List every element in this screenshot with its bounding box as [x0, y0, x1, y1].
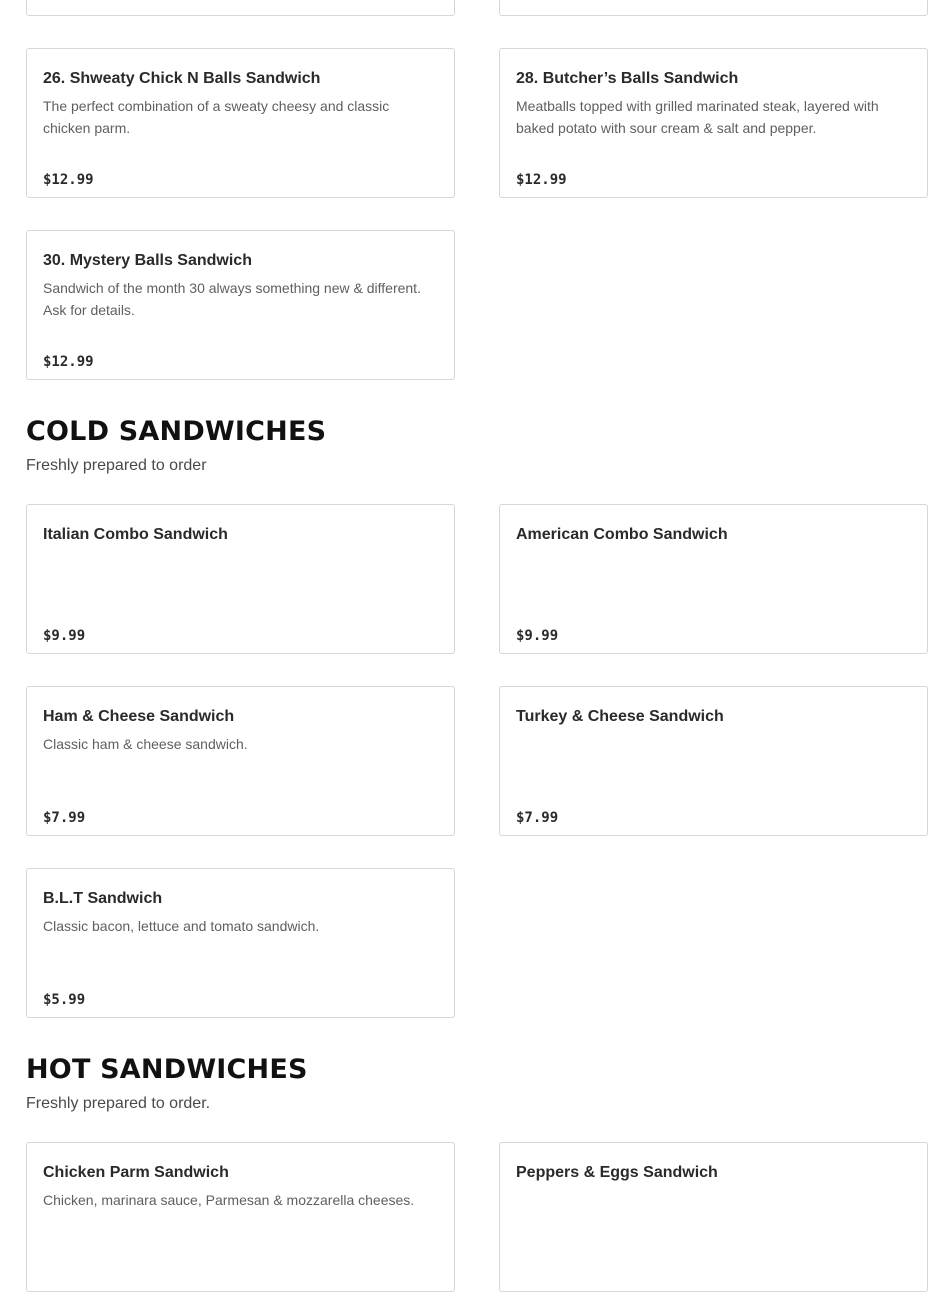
- menu-item-card[interactable]: [26, 230, 455, 380]
- menu-item-name: Italian Combo Sandwich: [43, 526, 228, 543]
- menu-item-name: 28. Butcher’s Balls Sandwich: [516, 70, 739, 87]
- menu-item-card[interactable]: [499, 686, 928, 836]
- menu-item-description: Chicken, marinara sauce, Parmesan & mozzarella cheeses.: [43, 1192, 415, 1208]
- menu-item-price: $7.99: [43, 810, 86, 826]
- menu-item-name: Peppers & Eggs Sandwich: [516, 1164, 718, 1181]
- section-cold-sandwiches: [26, 416, 928, 1018]
- menu-page: [26, 0, 928, 1292]
- section-hot-sandwiches: [26, 1054, 928, 1292]
- menu-item-price: $12.99: [516, 172, 567, 188]
- menu-item-description: The perfect combination of a sweaty cheesy and classic chicken parm.: [43, 98, 390, 136]
- section-title: HOT SANDWICHES: [26, 1054, 308, 1085]
- menu-item-price: $5.99: [43, 992, 86, 1008]
- section-subtitle: Freshly prepared to order: [26, 457, 207, 474]
- menu-item-card[interactable]: [26, 868, 455, 1018]
- menu-item-name: American Combo Sandwich: [516, 526, 728, 543]
- menu-item-price: $7.99: [516, 810, 559, 826]
- menu-item-price: $9.99: [516, 628, 559, 644]
- menu-item-card[interactable]: [26, 504, 455, 654]
- menu-item-name: 30. Mystery Balls Sandwich: [43, 252, 252, 269]
- menu-item-name: Chicken Parm Sandwich: [43, 1164, 229, 1181]
- menu-item-card[interactable]: [26, 1142, 455, 1292]
- menu-items-grid-balls: [26, 0, 928, 380]
- menu-item-price: $12.99: [43, 354, 94, 370]
- menu-item-name: 26. Shweaty Chick N Balls Sandwich: [43, 70, 321, 87]
- menu-item-name: B.L.T Sandwich: [43, 890, 163, 907]
- section-subtitle: Freshly prepared to order.: [26, 1095, 211, 1112]
- menu-item-card[interactable]: [499, 48, 928, 198]
- menu-item-name: Ham & Cheese Sandwich: [43, 708, 235, 725]
- section-title: COLD SANDWICHES: [26, 416, 327, 447]
- menu-item-description: Classic ham & cheese sandwich.: [43, 736, 248, 752]
- menu-item-card[interactable]: [26, 686, 455, 836]
- menu-item-description: Meatballs topped with grilled marinated steak, layered with baked potato with sour cream & salt and pepper.: [516, 98, 879, 136]
- menu-item-card[interactable]: [26, 0, 455, 16]
- menu-item-card[interactable]: [499, 0, 928, 16]
- menu-item-card[interactable]: [499, 1142, 928, 1292]
- menu-item-description: Sandwich of the month 30 always something new & different. Ask for details.: [43, 280, 421, 318]
- menu-item-card[interactable]: [26, 48, 455, 198]
- menu-item-price: $9.99: [43, 628, 86, 644]
- menu-item-card[interactable]: [499, 504, 928, 654]
- menu-item-name: Turkey & Cheese Sandwich: [516, 708, 724, 725]
- menu-items-grid-cold: [26, 504, 928, 1018]
- menu-items-grid-hot: [26, 1142, 928, 1292]
- menu-item-description: Classic bacon, lettuce and tomato sandwich.: [43, 918, 320, 934]
- menu-item-price: $12.99: [43, 172, 94, 188]
